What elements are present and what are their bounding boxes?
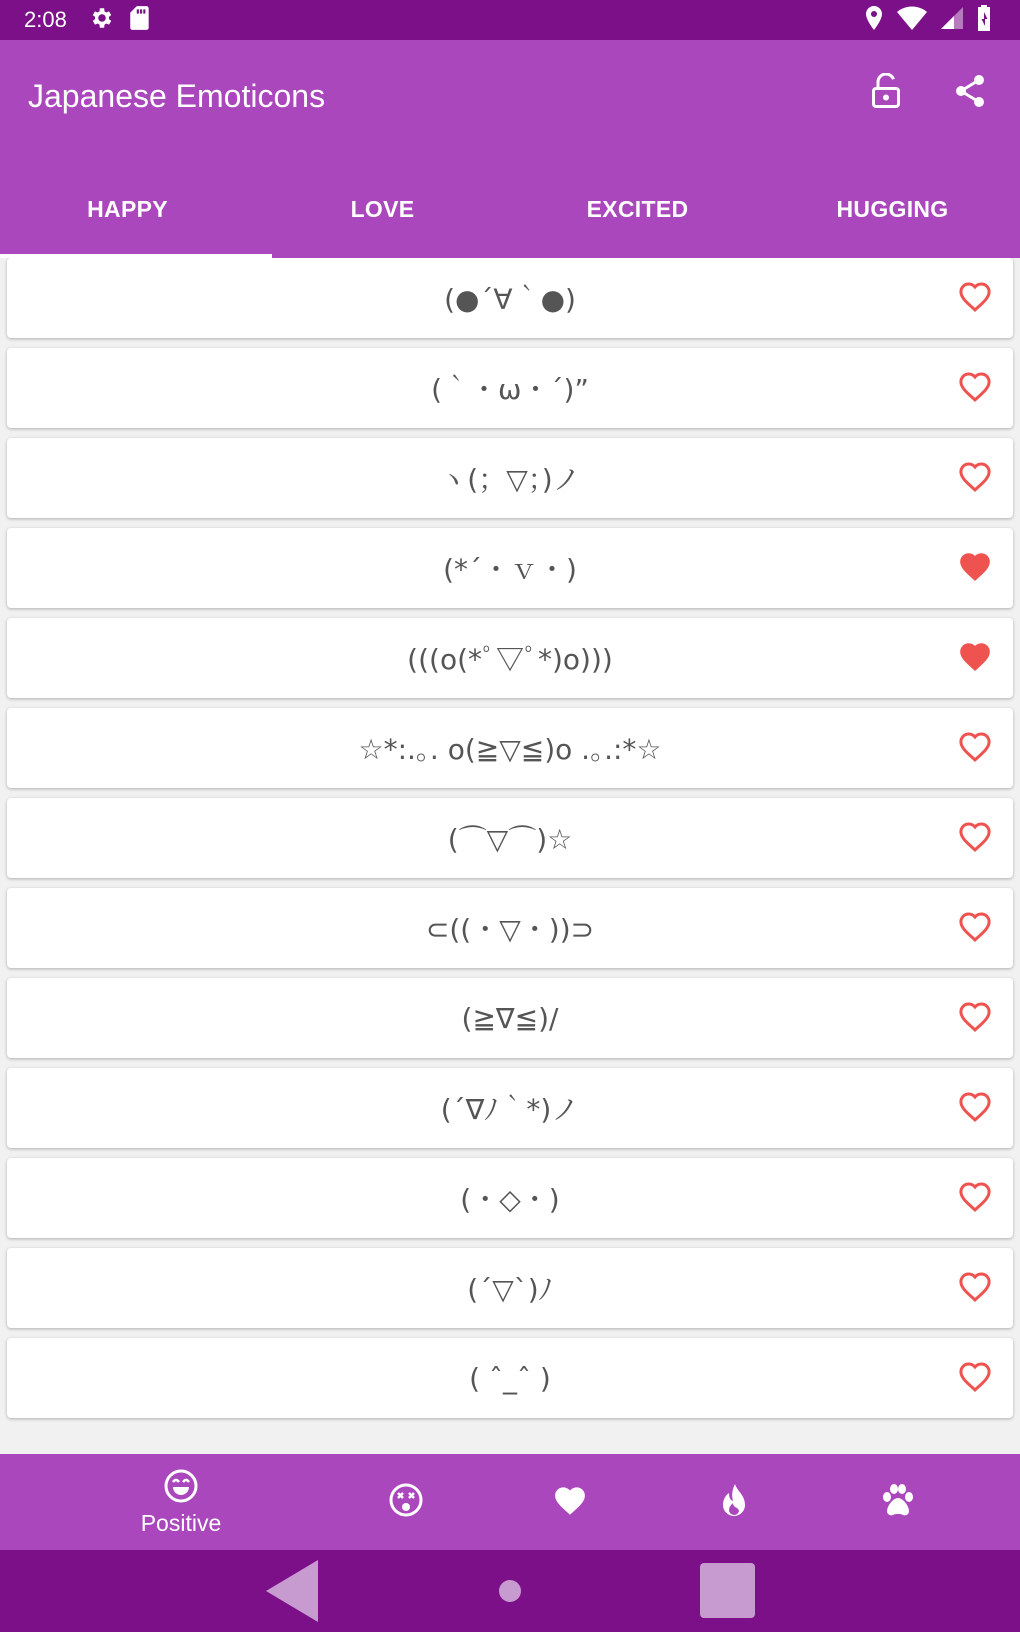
bottom-nav-item-heart[interactable]: [500, 1454, 640, 1550]
status-time: 2:08: [24, 7, 67, 32]
lock-open-icon: [870, 73, 902, 114]
tab-bar: [0, 160, 1020, 258]
heart-icon: [500, 1482, 640, 1518]
emoticon-text: (・◇・): [460, 1183, 560, 1216]
favorite-button[interactable]: [955, 1088, 995, 1128]
location-icon: [864, 5, 884, 36]
emoticon-text: ☆*:.｡. o(≧▽≦)o .｡.:*☆: [358, 733, 662, 766]
emoticon-text: ヽ(；▽；)ノ: [439, 463, 581, 496]
emoticon-row[interactable]: [7, 618, 1013, 698]
dizzy-face-icon: [336, 1482, 476, 1518]
heart-filled-icon: [957, 639, 993, 678]
tab-love[interactable]: LOVE: [350, 195, 415, 222]
emoticon-row[interactable]: [7, 258, 1013, 338]
emoticon-text: (((o(*ﾟ▽ﾟ*)o))): [407, 643, 613, 676]
recents-button[interactable]: [700, 1563, 755, 1618]
emoticon-list[interactable]: [0, 258, 1020, 1454]
heart-outline-icon: [957, 459, 993, 498]
emoticon-row[interactable]: [7, 1158, 1013, 1238]
paw-icon: [828, 1482, 968, 1518]
status-bar: [0, 0, 1020, 40]
favorite-button[interactable]: [955, 728, 995, 768]
emoticon-text: (´∇ﾉ｀*)ノ: [440, 1093, 580, 1126]
heart-outline-icon: [957, 1179, 993, 1218]
favorite-button[interactable]: [955, 1178, 995, 1218]
share-button[interactable]: [950, 73, 990, 113]
bottom-nav-item-fire[interactable]: [664, 1454, 804, 1550]
system-navigation-bar: [0, 1550, 1020, 1632]
emoticon-text: (*´・ｖ・): [443, 553, 577, 586]
emoticon-text: (´▽`)ﾉ: [467, 1273, 553, 1306]
favorite-button[interactable]: [955, 638, 995, 678]
heart-outline-icon: [957, 999, 993, 1038]
smiley-icon: [111, 1468, 251, 1504]
heart-filled-icon: [957, 549, 993, 588]
home-button[interactable]: [499, 1580, 521, 1602]
bottom-nav-item-smiley[interactable]: [111, 1454, 251, 1550]
heart-outline-icon: [957, 1269, 993, 1308]
favorite-button[interactable]: [955, 278, 995, 318]
signal-icon: [940, 5, 964, 36]
bottom-navigation: [0, 1454, 1020, 1550]
tab-happy[interactable]: HAPPY: [0, 160, 255, 258]
favorite-button[interactable]: [955, 368, 995, 408]
favorite-button[interactable]: [955, 458, 995, 498]
emoticon-row[interactable]: [7, 888, 1013, 968]
emoticon-row[interactable]: [7, 1068, 1013, 1148]
back-button[interactable]: [266, 1560, 318, 1622]
bottom-nav-label: Positive: [140, 1510, 222, 1536]
emoticon-text: (≧∇≦)/: [461, 1001, 559, 1035]
heart-outline-icon: [957, 279, 993, 318]
heart-outline-icon: [957, 1089, 993, 1128]
lock-open-button[interactable]: [866, 73, 906, 113]
emoticon-text: (⌒▽⌒)☆: [447, 823, 573, 856]
emoticon-row[interactable]: [7, 708, 1013, 788]
heart-outline-icon: [957, 1359, 993, 1398]
emoticon-row[interactable]: [7, 348, 1013, 428]
app-bar: [0, 40, 1020, 258]
app-title: Japanese Emoticons: [28, 78, 326, 114]
emoticon-text: (｀・ω・´)”: [431, 373, 589, 406]
share-icon: [953, 73, 987, 114]
favorite-button[interactable]: [955, 1358, 995, 1398]
battery-icon: [976, 4, 992, 37]
emoticon-text: (●´∀｀●): [444, 283, 576, 316]
emoticon-row[interactable]: [7, 798, 1013, 878]
emoticon-text: ⊂((・▽・))⊃: [425, 913, 595, 946]
emoticon-row[interactable]: [7, 528, 1013, 608]
heart-outline-icon: [957, 819, 993, 858]
emoticon-row[interactable]: [7, 1338, 1013, 1418]
favorite-button[interactable]: [955, 908, 995, 948]
bottom-nav-item-dizzy-face[interactable]: [336, 1454, 476, 1550]
emoticon-text: ( ˆ_ˆ ): [469, 1361, 551, 1395]
bottom-nav-item-paw[interactable]: [828, 1454, 968, 1550]
tab-hugging[interactable]: HUGGING: [836, 195, 949, 222]
heart-outline-icon: [957, 369, 993, 408]
back-icon: [266, 1560, 318, 1622]
wifi-icon: [896, 5, 928, 36]
heart-outline-icon: [957, 909, 993, 948]
sd-card-icon: [129, 5, 151, 36]
favorite-button[interactable]: [955, 548, 995, 588]
favorite-button[interactable]: [955, 818, 995, 858]
emoticon-row[interactable]: [7, 438, 1013, 518]
gear-icon: [89, 5, 115, 36]
emoticon-row[interactable]: [7, 1248, 1013, 1328]
tab-excited[interactable]: EXCITED: [586, 195, 689, 222]
recents-icon: [700, 1563, 755, 1618]
favorite-button[interactable]: [955, 1268, 995, 1308]
favorite-button[interactable]: [955, 998, 995, 1038]
emoticon-row[interactable]: [7, 978, 1013, 1058]
fire-icon: [664, 1482, 804, 1520]
heart-outline-icon: [957, 729, 993, 768]
home-icon: [499, 1580, 521, 1602]
